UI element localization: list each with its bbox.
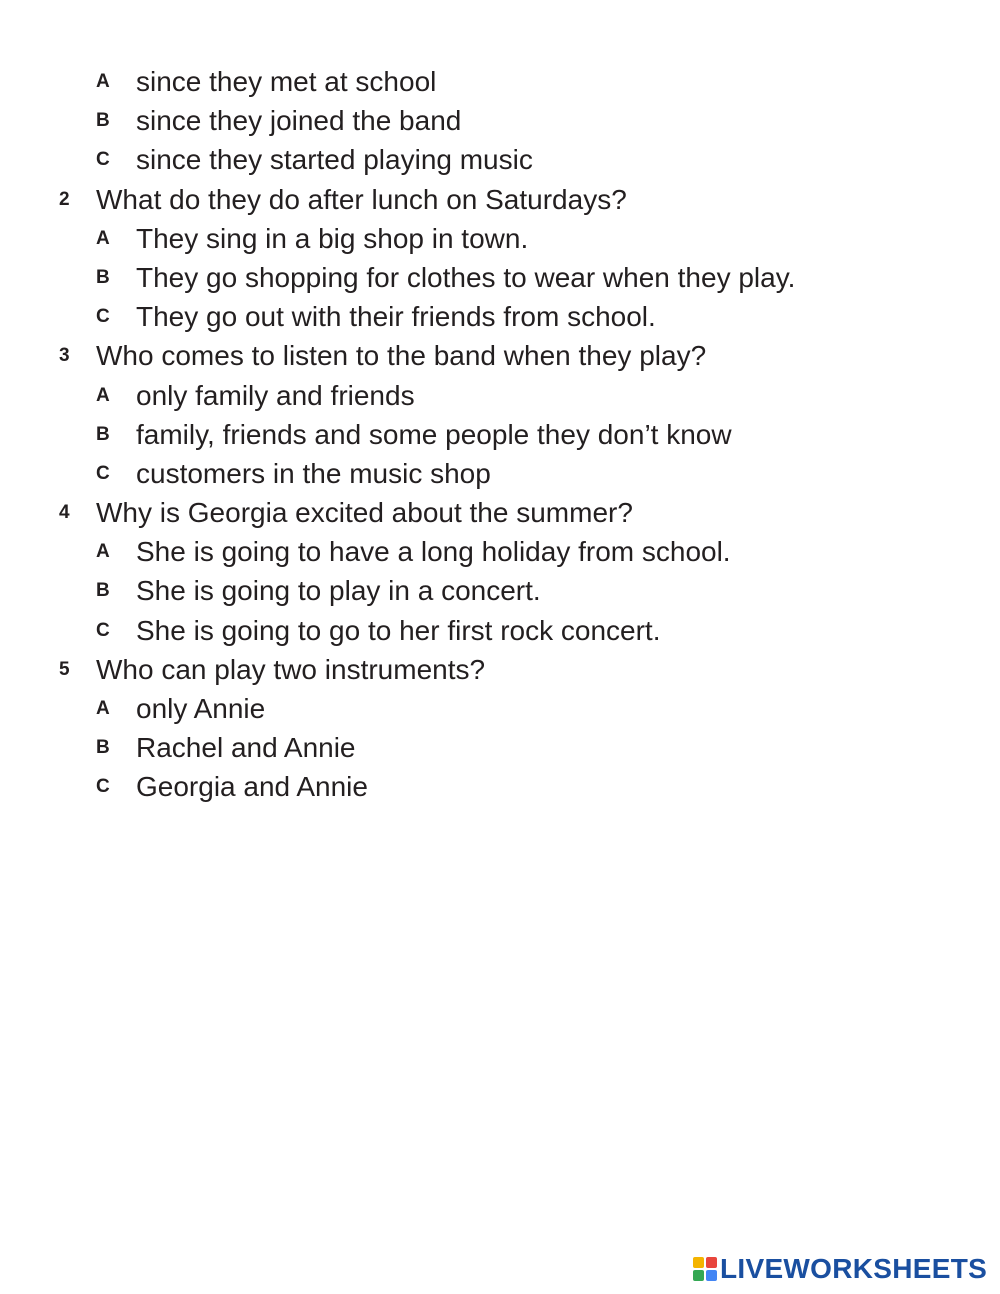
question-line (0, 180, 1000, 219)
option-text: only Annie (136, 693, 266, 724)
question-text: Who can play two instruments? (96, 653, 486, 685)
answer-option[interactable] (0, 454, 1000, 493)
option-text: They go out with their friends from school. (136, 301, 656, 333)
logo-tile (693, 1257, 704, 1268)
question-line (0, 650, 1000, 689)
option-letter: B (96, 110, 110, 132)
logo-text: LIVEWORKSHEETS (720, 1253, 988, 1284)
answer-option[interactable] (0, 728, 1000, 767)
option-letter: B (96, 266, 110, 288)
liveworksheets-logo[interactable] (693, 1254, 987, 1284)
answer-option[interactable] (0, 258, 1000, 297)
option-text: since they met at school (136, 66, 437, 97)
option-letter: C (96, 776, 110, 798)
logo-tile (706, 1270, 717, 1281)
answer-option[interactable] (0, 611, 1000, 650)
option-text: She is going to have a long holiday from school. (136, 536, 731, 568)
option-letter: C (96, 462, 110, 484)
option-text: family, friends and some people they don’t know (136, 418, 732, 450)
answer-option[interactable] (0, 376, 1000, 415)
question-text: Who comes to listen to the band when they play? (96, 340, 707, 372)
question-number: 5 (59, 658, 70, 680)
worksheet (0, 62, 1000, 807)
option-text: She is going to go to her first rock concert. (136, 614, 661, 646)
option-letter: C (96, 149, 110, 171)
option-text: Georgia and Annie (136, 771, 368, 803)
option-letter: A (96, 227, 110, 249)
option-letter: B (96, 423, 110, 445)
question-number: 4 (59, 502, 70, 524)
answer-option[interactable] (0, 689, 1000, 728)
answer-option[interactable] (0, 767, 1000, 806)
option-text: They go shopping for clothes to wear when they play. (136, 261, 796, 293)
answer-option[interactable] (0, 415, 1000, 454)
answer-option[interactable] (0, 219, 1000, 258)
option-letter: A (96, 698, 110, 719)
answer-option[interactable] (0, 571, 1000, 610)
option-letter: B (96, 737, 110, 759)
question-text: What do they do after lunch on Saturdays? (96, 183, 627, 215)
question-text: Why is Georgia excited about the summer? (96, 497, 633, 529)
answer-option[interactable] (0, 532, 1000, 571)
answer-option[interactable] (0, 140, 1000, 179)
option-text: Rachel and Annie (136, 732, 356, 764)
liveworksheets-logo-icon (693, 1257, 717, 1281)
answer-option[interactable] (0, 101, 1000, 140)
answer-option[interactable] (0, 62, 1000, 101)
option-text: only family and friends (136, 379, 415, 411)
option-text: since they joined the band (136, 105, 462, 137)
option-letter: A (96, 71, 110, 92)
option-letter: A (96, 541, 110, 563)
question-number: 2 (59, 188, 70, 210)
option-letter: B (96, 580, 110, 602)
option-text: since they started playing music (136, 144, 533, 176)
answer-option[interactable] (0, 297, 1000, 336)
logo-tile (706, 1257, 717, 1268)
question-line (0, 493, 1000, 532)
option-letter: C (96, 619, 110, 641)
option-text: They sing in a big shop in town. (136, 222, 529, 254)
question-line (0, 336, 1000, 375)
option-letter: C (96, 306, 110, 328)
option-text: customers in the music shop (136, 457, 491, 489)
logo-tile (693, 1270, 704, 1281)
option-letter: A (96, 384, 110, 406)
option-text: She is going to play in a concert. (136, 575, 541, 607)
question-number: 3 (59, 345, 70, 367)
